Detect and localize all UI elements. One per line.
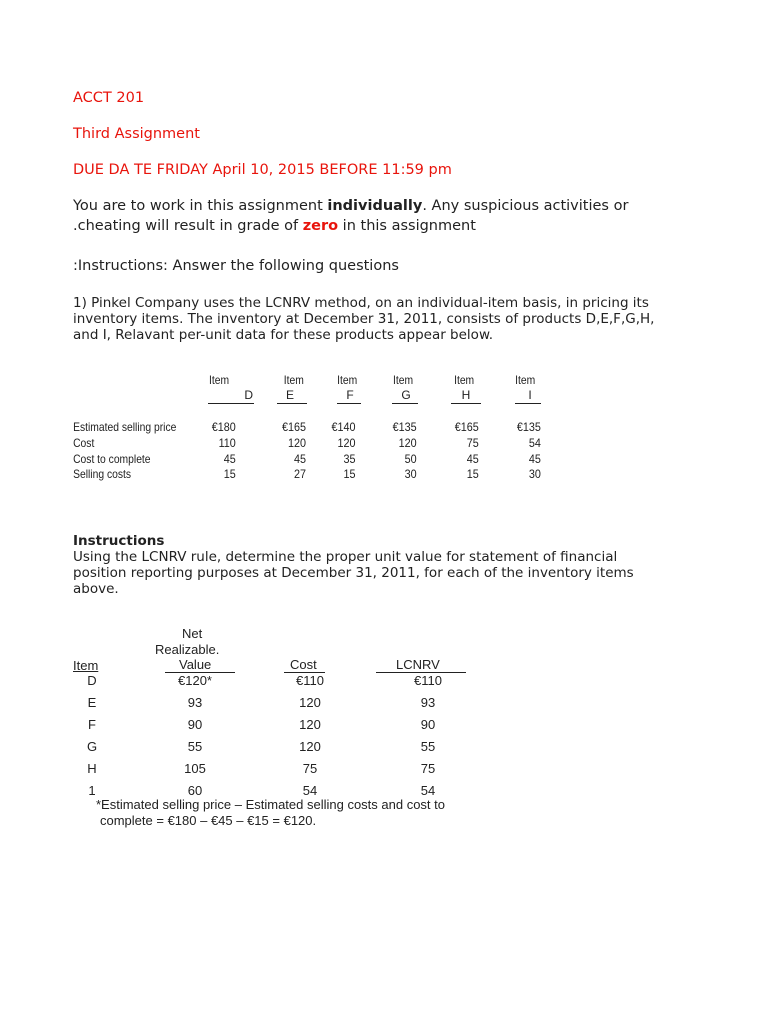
table-header-letter: F	[346, 388, 354, 402]
notice-bold: individually	[327, 198, 423, 214]
header-underline	[515, 403, 541, 404]
assignment-title: Third Assignment	[73, 126, 200, 142]
table-cell: 45	[223, 452, 236, 466]
table-header-item: Item	[208, 373, 230, 387]
table-cell: 15	[223, 467, 236, 481]
footnote-line-1: *Estimated selling price – Estimated selling costs and cost to	[96, 797, 446, 812]
table-header-item: Item	[283, 373, 304, 387]
notice-text: You are to work in this assignment	[73, 198, 328, 214]
table-cell: 75	[466, 436, 479, 450]
header-underline	[451, 403, 481, 404]
table-cell-lcnrv: 54	[420, 783, 436, 798]
table-cell-lcnrv: 55	[420, 739, 436, 754]
table-header-letter: H	[461, 388, 471, 402]
table-header-letter: E	[285, 388, 294, 402]
header-realizable: Realizable.	[155, 642, 220, 657]
question-line-2: inventory items. The inventory at December 31, 2011, consists of products D,E,F,G,H,	[73, 311, 655, 327]
footnote-line-2: complete = €180 – €45 – €15 = €120.	[100, 813, 317, 828]
table-cell-lcnrv: €110	[414, 673, 442, 688]
header-lcnrv: LCNRV	[376, 658, 466, 673]
table-row-label: Cost to complete	[73, 452, 151, 466]
table-cell: 120	[337, 436, 356, 450]
table-cell: €180	[211, 420, 236, 434]
table-cell-value: 105	[184, 761, 206, 776]
instructions-line-3: above.	[73, 581, 119, 597]
table-row-label: Selling costs	[73, 467, 132, 481]
header-value: Value	[165, 658, 235, 673]
table-cell: €140	[331, 420, 356, 434]
notice-zero: zero	[302, 218, 339, 234]
table-cell-item: G	[86, 739, 98, 754]
table-header-letter: D	[244, 388, 253, 402]
table-row-label: Cost	[73, 436, 95, 450]
notice-text: . Any suspicious activities or	[422, 198, 629, 214]
table-cell-value: 55	[187, 739, 203, 754]
notice-text: .cheating will result in grade of	[73, 218, 303, 234]
instructions-line-1: Using the LCNRV rule, determine the proper unit value for statement of financial	[73, 549, 618, 565]
table-cell: 30	[404, 467, 417, 481]
table-cell-lcnrv: 93	[420, 695, 436, 710]
header-underline	[208, 403, 254, 404]
table-cell: 50	[404, 452, 417, 466]
table-cell: 35	[343, 452, 356, 466]
header-underline	[392, 403, 418, 404]
table-cell-item: E	[87, 695, 97, 710]
header-net: Net	[182, 626, 203, 641]
table-cell-value: 93	[187, 695, 203, 710]
table-header-letter: G	[401, 388, 411, 402]
table-cell: 15	[343, 467, 356, 481]
table-cell-cost: 75	[302, 761, 318, 776]
table-header-item: Item	[515, 373, 536, 387]
table-cell: 30	[528, 467, 541, 481]
table-cell: €135	[516, 420, 541, 434]
table-header-letter: I	[528, 388, 532, 402]
table-cell: €165	[281, 420, 306, 434]
table-cell: 54	[528, 436, 541, 450]
table-cell-value: €120*	[178, 673, 212, 688]
table-cell-lcnrv: 75	[420, 761, 436, 776]
table-cell: 15	[466, 467, 479, 481]
table-cell: 110	[218, 436, 236, 450]
table-cell: 120	[398, 436, 417, 450]
table-cell: 27	[293, 467, 306, 481]
header-underline	[277, 403, 307, 404]
question-line-1: 1) Pinkel Company uses the LCNRV method, on an individual-item basis, in pricing its	[73, 295, 649, 311]
instructions-line-2: position reporting purposes at December 31, 2011, for each of the inventory items	[73, 565, 634, 581]
table-cell: €165	[454, 420, 479, 434]
table-cell-value: 60	[187, 783, 203, 798]
header-underline	[337, 403, 361, 404]
table-cell-cost: 120	[299, 695, 321, 710]
table-cell: 45	[466, 452, 479, 466]
table-header-item: Item	[337, 373, 358, 387]
table-cell: 45	[528, 452, 541, 466]
table-cell: 45	[293, 452, 306, 466]
table-cell-cost: €110	[296, 673, 324, 688]
table-cell: 120	[287, 436, 306, 450]
header-item: Item	[73, 658, 99, 673]
table-cell-item: D	[87, 673, 97, 688]
table-cell-item: F	[88, 717, 96, 732]
table-cell: €135	[392, 420, 417, 434]
course-code: ACCT 201	[73, 90, 145, 106]
table-cell-item: H	[87, 761, 97, 776]
table-cell-lcnrv: 90	[420, 717, 436, 732]
table-cell-value: 90	[187, 717, 203, 732]
table-cell-item: 1	[88, 783, 96, 798]
instructions-line: :Instructions: Answer the following questions	[73, 258, 399, 274]
due-date: DUE DA TE FRIDAY April 10, 2015 BEFORE 11:59 pm	[73, 162, 452, 178]
table-cell-cost: 120	[299, 739, 321, 754]
table-header-item: Item	[393, 373, 414, 387]
question-line-3: and I, Relavant per-unit data for these products appear below.	[73, 327, 494, 343]
notice-text: in this assignment	[338, 218, 476, 234]
header-cost: Cost	[284, 658, 325, 673]
instructions-heading: Instructions	[73, 533, 165, 549]
table-row-label: Estimated selling price	[73, 420, 177, 434]
table-cell-cost: 120	[299, 717, 321, 732]
table-cell-cost: 54	[302, 783, 318, 798]
table-header-item: Item	[454, 373, 475, 387]
